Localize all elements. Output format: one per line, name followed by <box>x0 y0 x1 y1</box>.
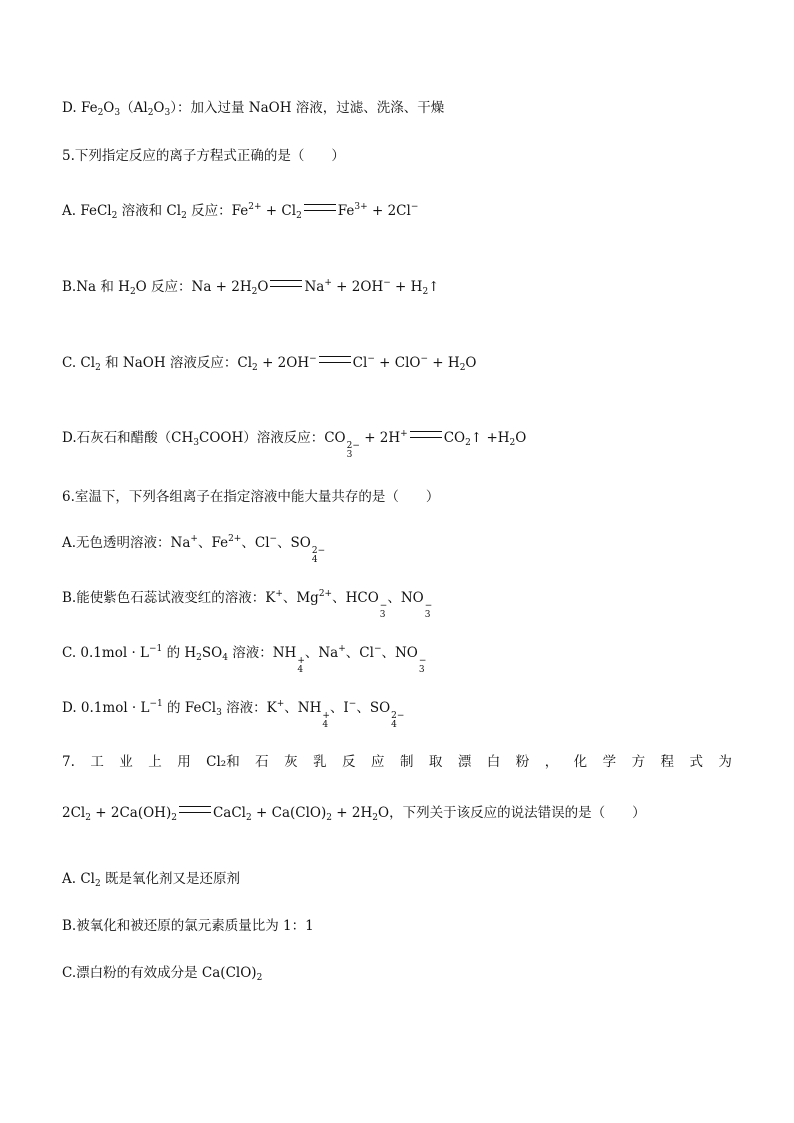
q5-stem: 5.下列指定反应的离子方程式正确的是（ ） <box>62 148 345 164</box>
q6-option-c: C. $0.1mol \cdot L^{-1}$ 的 $H_2SO_4$ 溶液：NH + 4 、Na+、Cl−、NO − 3 <box>62 644 427 675</box>
q6-option-a: A.无色透明溶液：Na+、$Fe^{2+}$、Cl−、SO 2− 4 <box>62 534 326 565</box>
q7-option-b: B.被氧化和被还原的氯元素质量比为 1：1 <box>62 918 314 934</box>
equals-sign <box>179 806 211 813</box>
q7-option-a: A. $Cl_2$ 既是氧化剂又是还原剂 <box>62 871 241 889</box>
q7-option-c: C.漂白粉的有效成分是 $Ca(ClO)_2$ <box>62 965 263 983</box>
equals-sign <box>410 431 442 438</box>
q6-stem: 6.室温下，下列各组离子在指定溶液中能大量共存的是（ ） <box>62 489 440 505</box>
q7-equation: $2Cl_2 + 2Ca(OH)_2$ CaCl$_2$ + $Ca(ClO)_2 + 2H_2O$，下列关于该反应的说法错误的是（ ） <box>62 805 646 823</box>
equals-sign <box>270 280 302 287</box>
q7-stem-line1: 7. 工 业 上 用 Cl₂和 石 灰 乳 反 应 制 取 漂 白 粉 ， 化 学 方 程 式 为 <box>62 754 732 770</box>
q4-option-d: D. $Fe_2O_3(Al_2O_3)$：加入过量 NaOH 溶液，过滤、洗涤、干燥 <box>62 100 445 118</box>
q6-option-d: D. $0.1mol \cdot L^{-1}$ 的 FeCl$_3$ 溶液：K+、NH + 4 、I−、SO 2− 4 <box>62 699 405 730</box>
q5-option-d: D.石灰石和醋酸$(CH_3COOH)$溶液反应：CO 2− 3 + 2H+ $CO_2↑ +H_2O$ <box>62 429 527 460</box>
equals-sign <box>304 204 336 211</box>
q5-option-b: B.Na 和 $H_2O$ 反应：$Na + 2H_2O$ $Na^+ + 2OH^- + H_2↑$ <box>62 278 440 297</box>
q5-option-c: C. $Cl_2$ 和 NaOH 溶液反应：$Cl_2 + 2OH^-$ $Cl^- + ClO^- + H_2O$ <box>62 354 477 373</box>
q6-option-b: B.能使紫色石蕊试液变红的溶液：K+、$Mg^{2+}$、HCO − 3 、NO − 3 <box>62 589 433 620</box>
equals-sign <box>319 356 351 363</box>
q5-option-a: A. FeCl$_2$ 溶液和 $Cl_2$ 反应：$Fe^{2+} + Cl_2$ $Fe^{3+} + 2Cl^-$ <box>62 202 419 221</box>
